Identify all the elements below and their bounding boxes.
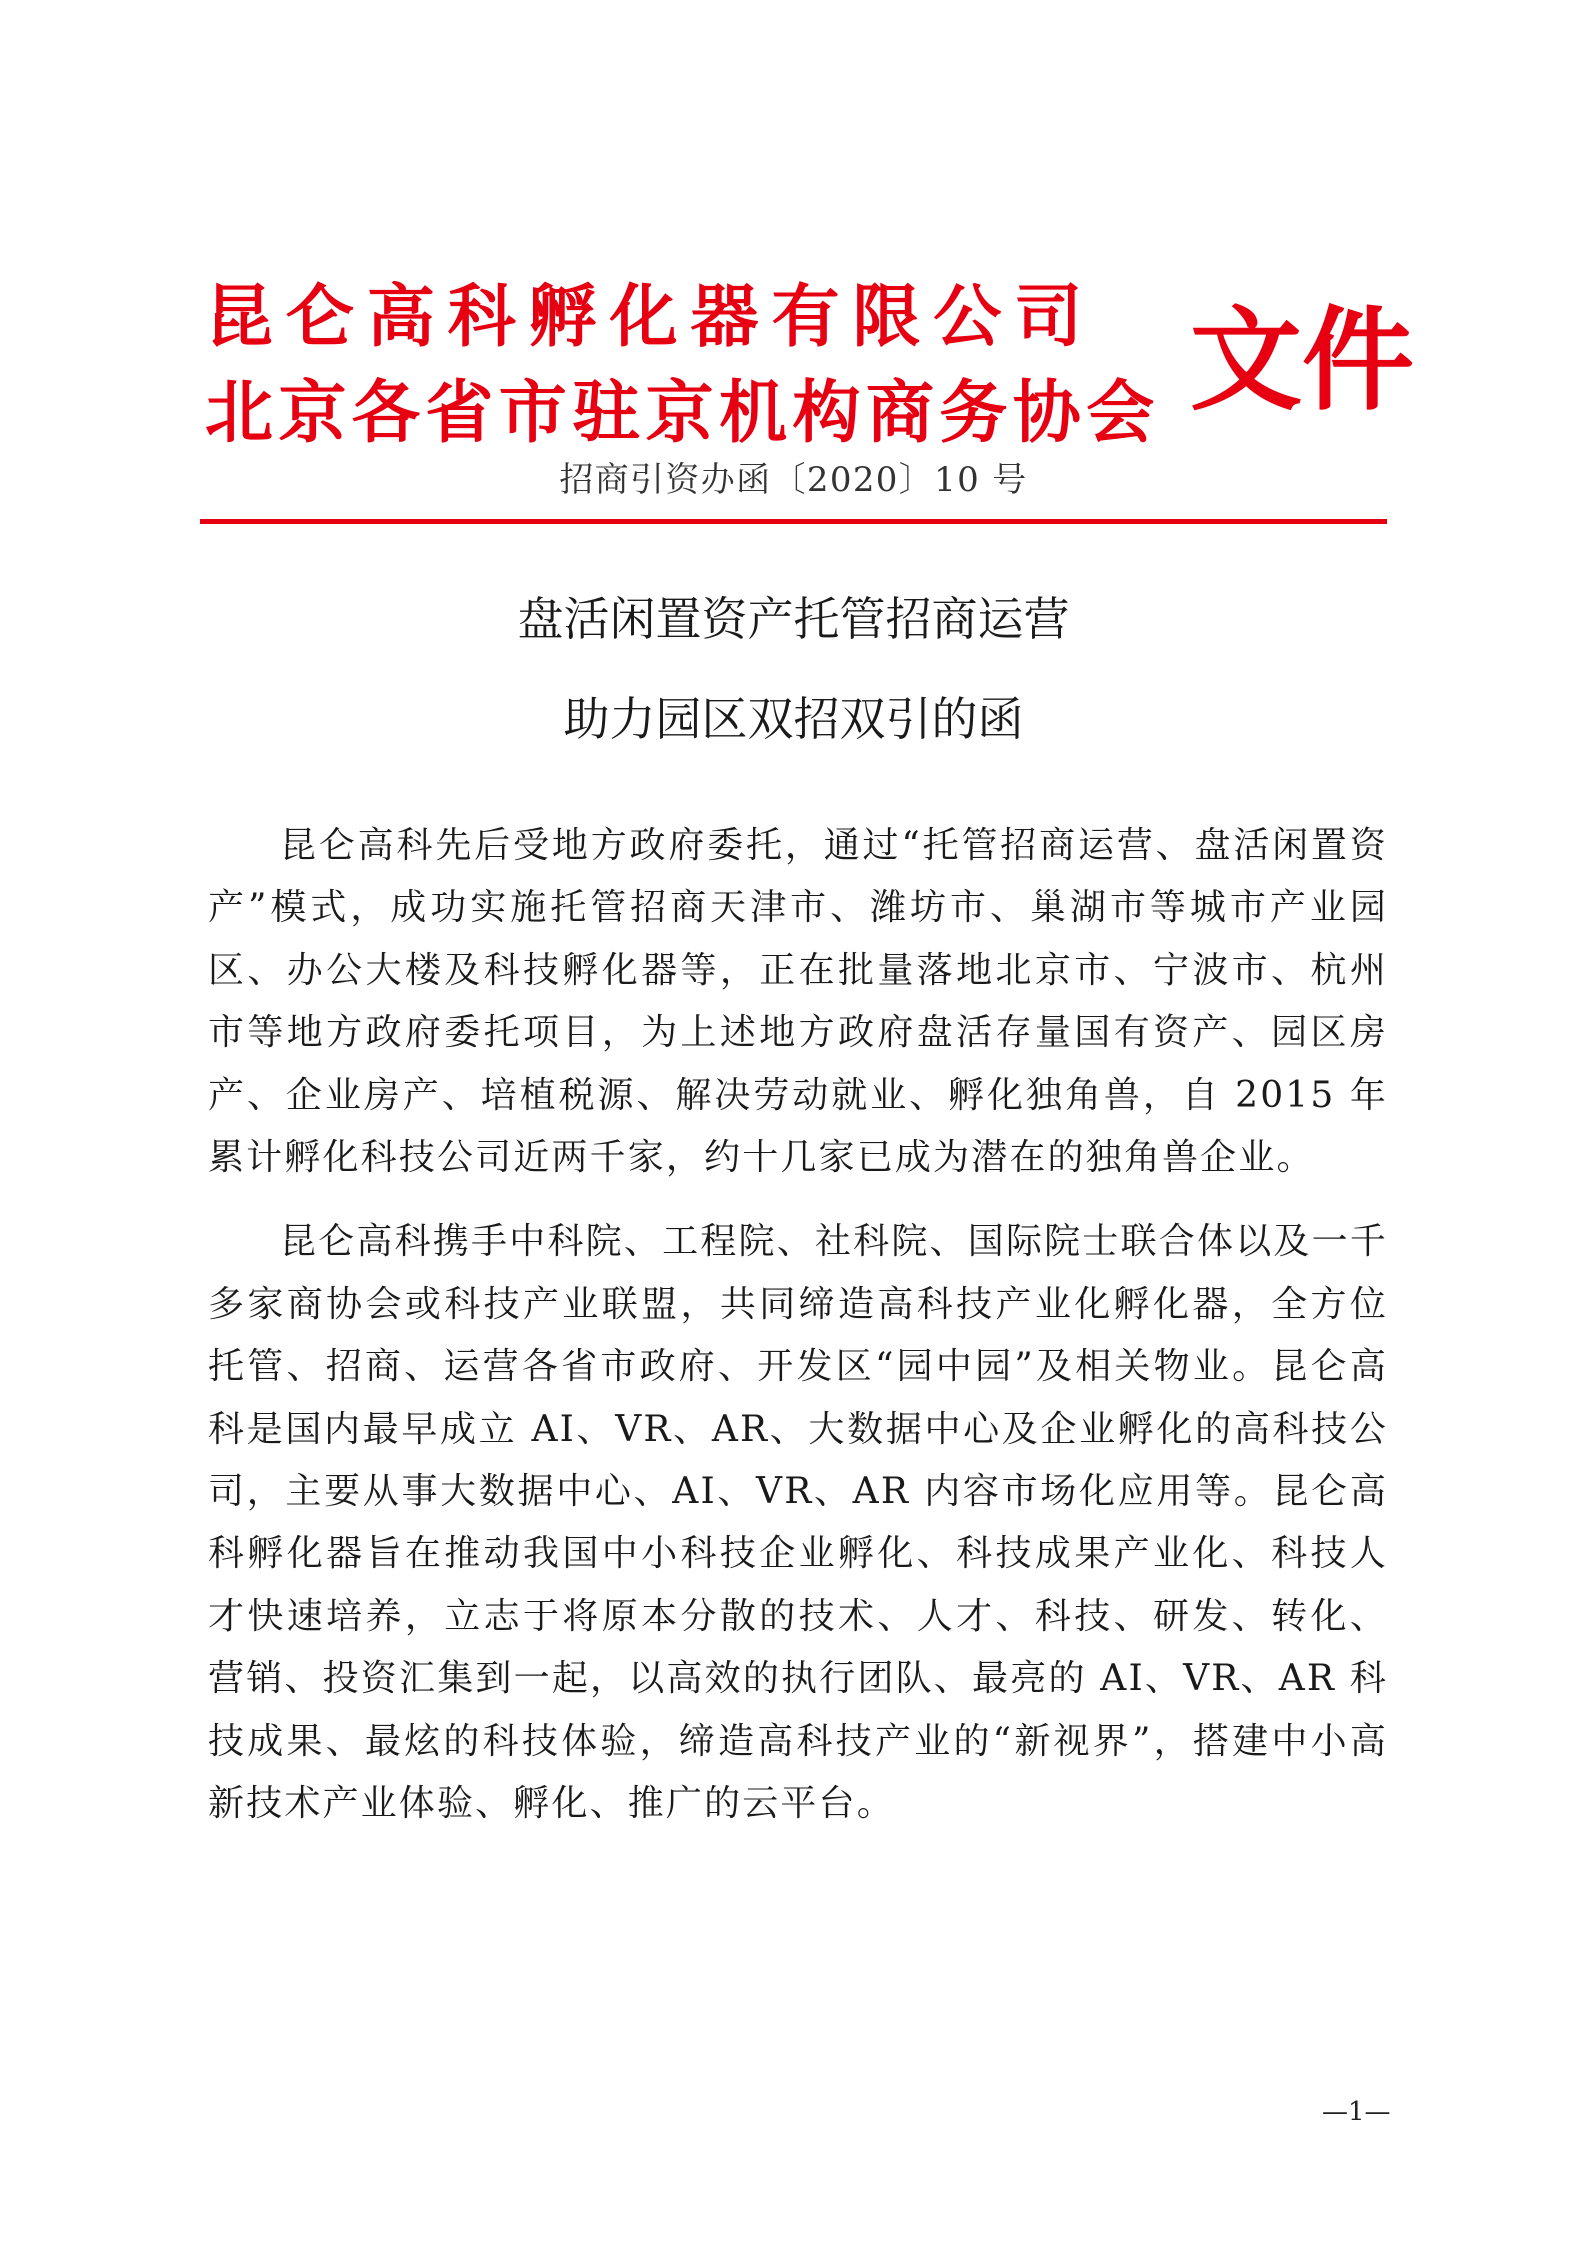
document-body bbox=[208, 815, 1388, 1858]
issuing-org-2: 北京各省市驻京机构商务协会 bbox=[205, 374, 1160, 453]
page-number: —1— bbox=[1322, 2097, 1391, 2127]
body-paragraph-1: 昆仑高科先后受地方政府委托，通过“托管招商运营、盘活闲置资产”模式，成功实施托管招商天津市、潍坊市、巢湖市等城市产业园区、办公大楼及科技孵化器等，正在批量落地北京市、宁波市、杭州市等地方政府委托项目，为上述地方政府盘活存量国有资产、园区房产、企业房产、培植税源、解决劳动就业、孵化独角兽，自 2015 年累计孵化科技公司近两千家，约十几家已成为潜在的独角兽企业。 bbox=[208, 825, 1388, 1179]
issuing-organizations bbox=[205, 270, 1165, 462]
document-number: 招商引资办函〔2020〕10 号 bbox=[559, 460, 1028, 500]
document-type-label: 文件 bbox=[1190, 296, 1414, 426]
document-title bbox=[200, 590, 1387, 790]
title-line-2: 助力园区双招双引的函 bbox=[563, 692, 1024, 746]
issuing-org-1: 昆仑高科孵化器有限公司 bbox=[205, 278, 1096, 357]
title-line-1: 盘活闲置资产托管招商运营 bbox=[517, 592, 1070, 646]
body-paragraph-2: 昆仑高科携手中科院、工程院、社科院、国际院士联合体以及一千多家商协会或科技产业联盟，共同缔造高科技产业化孵化器，全方位托管、招商、运营各省市政府、开发区“园中园”及相关物业。昆仑高科是国内最早成立 AI、VR、AR、大数据中心及企业孵化的高科技公司，主要从事大数据中心、AI、VR、AR 内容市场化应用等。昆仑高科孵化器旨在推动我国中小科技企业孵化、科技成果产业化、科技人才快速培养，立志于将原本分散的技术、人才、科技、研发、转化、营销、投资汇集到一起，以高效的执行团队、最亮的 AI、VR、AR 科技成果、最炫的科技体验，缔造高科技产业的“新视界”，搭建中小高新技术产业体验、孵化、推广的云平台。 bbox=[208, 1221, 1388, 1825]
red-divider-line bbox=[200, 519, 1387, 524]
letterhead bbox=[205, 270, 1414, 453]
